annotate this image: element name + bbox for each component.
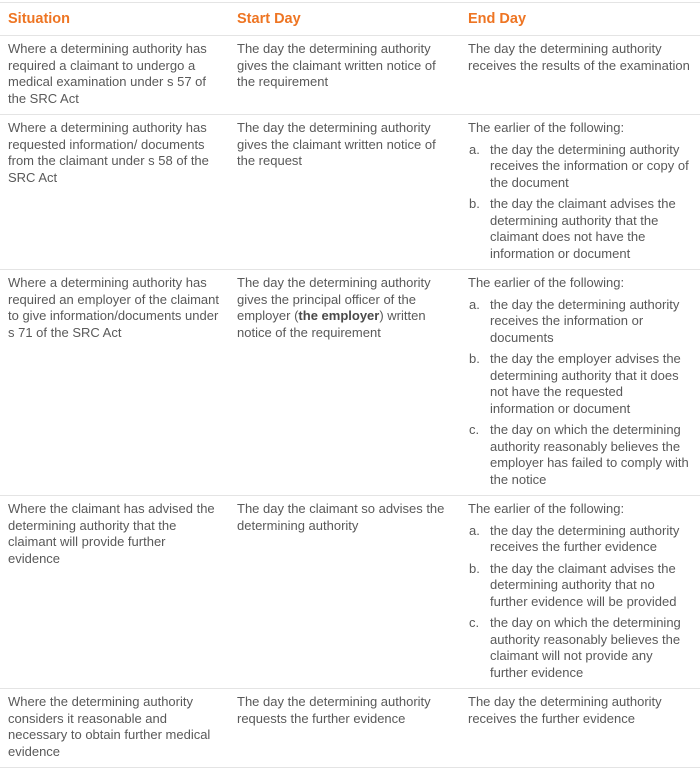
situation-cell — [0, 496, 229, 689]
paragraph — [237, 41, 450, 91]
end-day-cell — [460, 689, 700, 768]
start-day-cell — [229, 36, 460, 115]
start-day-cell — [229, 689, 460, 768]
text-segment: Where the determining authority considers it reasonable and necessary to obtain further medical evidence — [8, 694, 211, 759]
table-row — [0, 270, 700, 496]
start-day-cell — [229, 270, 460, 496]
text-segment: Where a determining authority has requested information/ documents from the claimant under s 58 of the SRC Act — [8, 120, 209, 185]
paragraph — [468, 694, 690, 727]
paragraph — [8, 501, 219, 567]
text-segment: The day the determining authority gives the claimant written notice of the requirement — [237, 41, 436, 89]
text-segment: The day the determining authority receives the further evidence — [468, 694, 662, 726]
bold-text: the employer — [298, 308, 380, 323]
list-item: the day the claimant advises the determining authority that the claimant does not have the information or document — [490, 196, 676, 261]
paragraph — [8, 275, 219, 341]
column-header-start-day: Start Day — [229, 3, 460, 36]
lettered-list — [468, 142, 690, 263]
paragraph — [8, 694, 219, 760]
text-segment: The earlier of the following: — [468, 275, 625, 290]
list-item: the day on which the determining authority reasonably believes the employer has failed to comply with the notice — [490, 422, 689, 487]
list-item: the day the employer advises the determining authority that it does not have the requested information or document — [490, 351, 681, 416]
text-segment: ) written notice of the requirement — [237, 308, 426, 340]
table-row — [0, 689, 700, 768]
paragraph — [237, 275, 450, 341]
start-day-cell — [229, 496, 460, 689]
end-day-cell — [460, 270, 700, 496]
text-segment: The earlier of the following: — [468, 501, 625, 516]
text-segment: The day the determining authority receives the results of the examination — [468, 41, 690, 73]
situation-cell — [0, 36, 229, 115]
end-day-cell — [460, 115, 700, 270]
end-day-cell — [460, 496, 700, 689]
text-segment: Where a determining authority has required an employer of the claimant to give information/documents under s 71 of the SRC Act — [8, 275, 220, 340]
paragraph — [468, 120, 690, 137]
paragraph — [468, 41, 690, 74]
table-body — [0, 36, 700, 768]
paragraph — [237, 694, 450, 727]
end-day-cell — [460, 36, 700, 115]
table-header — [0, 3, 700, 36]
lettered-list — [468, 297, 690, 489]
text-segment: The day the determining authority gives the claimant written notice of the request — [237, 120, 436, 168]
text-segment: The day the claimant so advises the determining authority — [237, 501, 445, 533]
table-row — [0, 36, 700, 115]
text-segment: The earlier of the following: — [468, 120, 625, 135]
list-item: the day the determining authority receives the further evidence — [490, 522, 680, 554]
paragraph — [237, 501, 450, 534]
header-row — [0, 3, 700, 36]
list-item: the day the determining authority receives the information or copy of the document — [490, 141, 689, 190]
table-row — [0, 115, 700, 270]
text-segment: Where a determining authority has required a claimant to undergo a medical examination under s 57 of the SRC Act — [8, 41, 207, 106]
paragraph — [237, 120, 450, 170]
list-item: the day on which the determining authority reasonably believes the claimant will not provide any further evidence — [490, 615, 681, 680]
paragraph — [468, 275, 690, 292]
timeframes-table — [0, 2, 700, 768]
paragraph — [8, 120, 219, 186]
situation-cell — [0, 115, 229, 270]
paragraph — [468, 501, 690, 518]
column-header-situation: Situation — [0, 3, 229, 36]
table-row — [0, 496, 700, 689]
paragraph — [8, 41, 219, 107]
situation-cell — [0, 689, 229, 768]
start-day-cell — [229, 115, 460, 270]
text-segment: Where the claimant has advised the determining authority that the claimant will provide further evidence — [8, 501, 215, 566]
list-item: the day the claimant advises the determining authority that no further evidence will be provided — [490, 560, 677, 609]
column-header-end-day: End Day — [460, 3, 700, 36]
list-item: the day the determining authority receives the information or documents — [490, 296, 680, 345]
text-segment: The day the determining authority gives the principal officer of the employer ( — [237, 275, 431, 323]
text-segment: The day the determining authority requests the further evidence — [237, 694, 431, 726]
situation-cell — [0, 270, 229, 496]
lettered-list — [468, 523, 690, 682]
